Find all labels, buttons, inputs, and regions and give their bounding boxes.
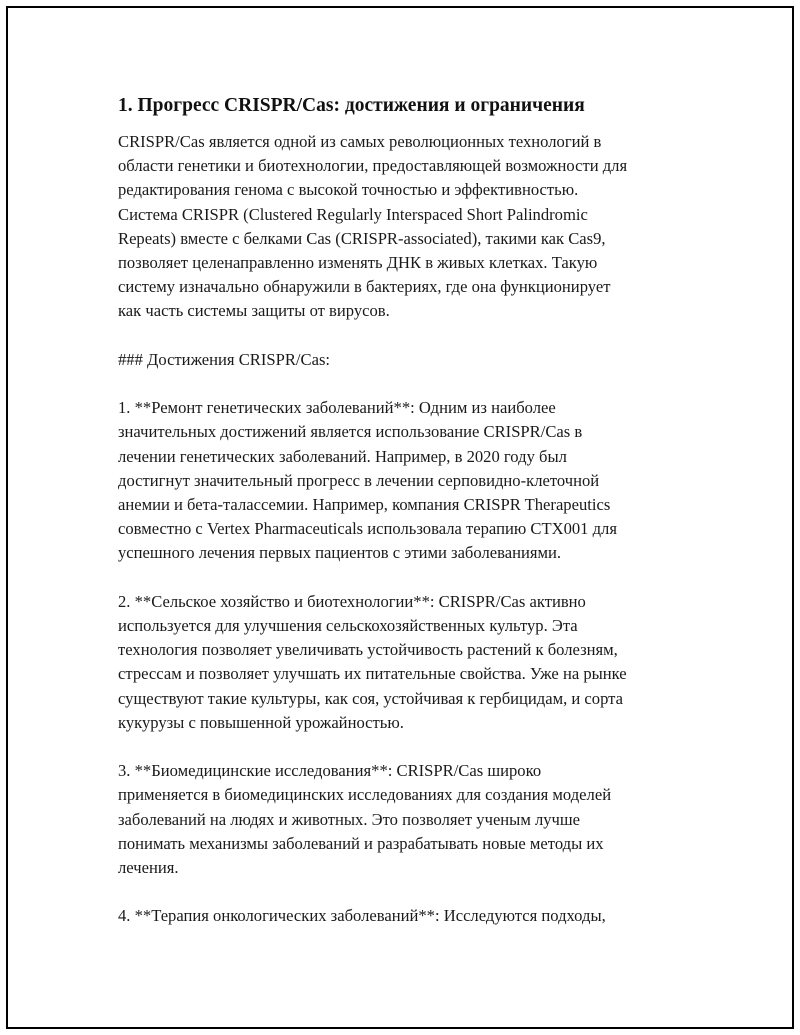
text-line: систему изначально обнаружили в бактериях, где она функционирует (118, 277, 611, 297)
text-line: успешного лечения первых пациентов с этими заболеваниями. (118, 543, 562, 563)
text-line: 1. **Ремонт генетических заболеваний**: Одним из наиболее (118, 398, 556, 418)
text-line: кукурузы с повышенной урожайностью. (118, 712, 404, 732)
document-title: 1. Прогресс CRISPR/Cas: достижения и ограничения (118, 95, 585, 116)
list-item-2 (118, 590, 688, 735)
text-line: 3. **Биомедицинские исследования**: CRISPR/Cas широко (118, 761, 542, 781)
text-line: Система CRISPR (Clustered Regularly Interspaced Short Palindromic (118, 204, 588, 224)
text-line: лечении генетических заболеваний. Например, в 2020 году был (118, 446, 567, 466)
text-line: совместно с Vertex Pharmaceuticals использовала терапию CTX001 для (118, 519, 617, 539)
text-line: технология позволяет увеличивать устойчивость растений к болезням, (118, 640, 618, 660)
text-line: существуют такие культуры, как соя, устойчивая к гербицидам, и сорта (118, 688, 623, 708)
text-line: стрессам и позволяет улучшать их питательные свойства. Уже на рынке (118, 664, 627, 684)
text-line: позволяет целенаправленно изменять ДНК в живых клетках. Такую (118, 253, 598, 273)
section-heading (118, 348, 688, 372)
text-line: 2. **Сельское хозяйство и биотехнологии**: CRISPR/Cas активно (118, 591, 586, 611)
text-line: применяется в биомедицинских исследованиях для создания моделей (118, 785, 612, 805)
text-line: анемии и бета-талассемии. Например, компания CRISPR Therapeutics (118, 495, 611, 515)
text-line: 4. **Терапия онкологических заболеваний**: Исследуются подходы, (118, 906, 606, 926)
text-line: используется для улучшения сельскохозяйственных культур. Эта (118, 616, 578, 636)
text-line: ### Достижения CRISPR/Cas: (118, 349, 331, 369)
text-line: значительных достижений является использование CRISPR/Cas в (118, 422, 583, 442)
document-body (118, 92, 688, 953)
text-line: как часть системы защиты от вирусов. (118, 301, 390, 321)
text-line: лечения. (118, 858, 179, 878)
list-item-4 (118, 904, 688, 928)
text-line: редактирования генома с высокой точностью и эффективностью. (118, 180, 579, 200)
list-item-1 (118, 396, 688, 565)
text-line: CRISPR/Cas является одной из самых революционных технологий в (118, 132, 602, 151)
text-line: заболеваний на людях и животных. Это позволяет ученым лучше (118, 809, 581, 829)
text-line: Repeats) вместе с белками Cas (CRISPR-associated), такими как Cas9, (118, 228, 606, 248)
text-line: понимать механизмы заболеваний и разрабатывать новые методы их (118, 833, 604, 853)
text-line: достигнут значительный прогресс в лечении серповидно-клеточной (118, 470, 600, 490)
intro-paragraph (118, 130, 688, 324)
list-item-3 (118, 759, 688, 880)
text-line: области генетики и биотехнологии, предоставляющей возможности для (118, 156, 628, 176)
